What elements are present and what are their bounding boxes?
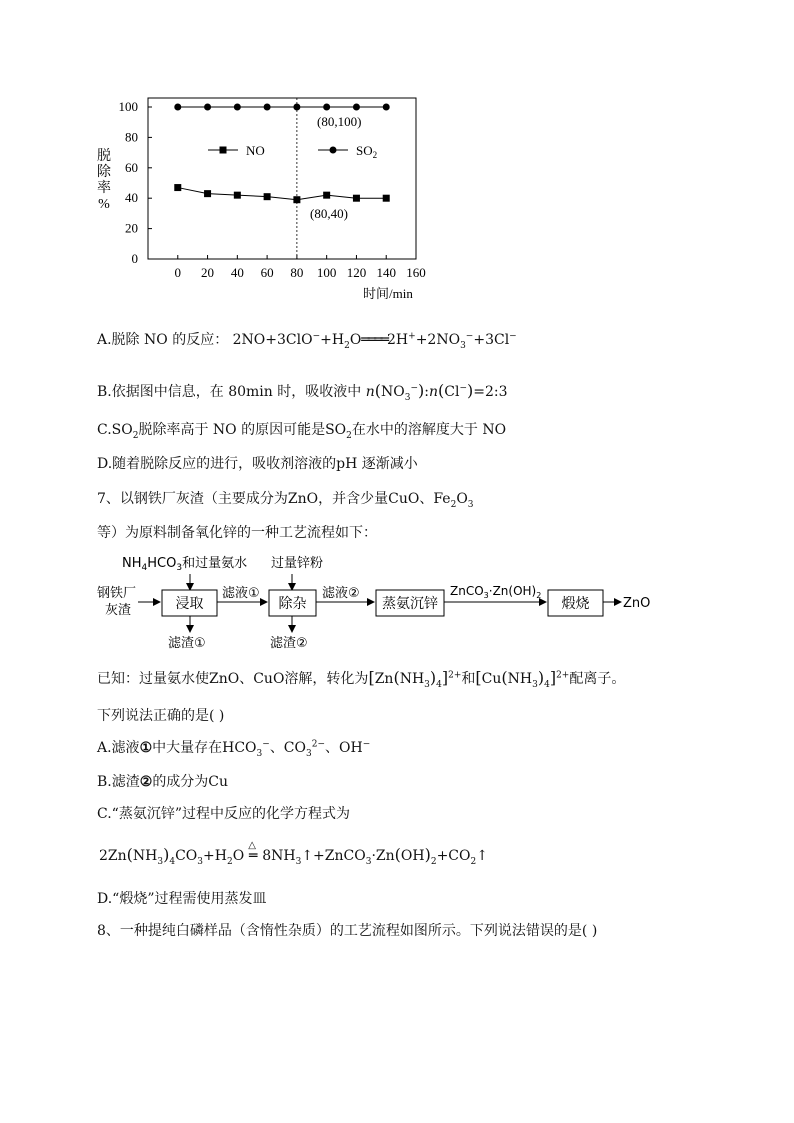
so2-point [353,104,360,111]
q7-option-b: B.滤渣②的成分为Cu [97,774,229,790]
q7-option-c: C.“蒸氨沉锌”过程中反应的化学方程式为 [97,806,350,822]
legend-no-marker [220,147,227,154]
x-tick-label: 40 [230,265,244,280]
no-point [293,196,300,203]
y-tick-label: 80 [125,129,138,145]
y-tick-label: 0 [131,251,138,266]
flow-intermediate: $ZnCO_3\cdot Zn(OH)_2$ [450,584,542,600]
no-point [353,195,360,202]
annotation-80-100: (80,100) [317,114,362,129]
so2-point [174,104,181,111]
x-tick-label: 100 [316,265,337,280]
annotation-80-40: (80,40) [310,206,348,221]
no-point [234,192,241,199]
flow-residue-2: 滤渣② [270,636,308,651]
no-point [204,190,211,197]
y-axis-label-1: 脱 [97,149,111,164]
flow-product: ZnO [623,596,651,611]
q7-option-c-equation: $2Zn(NH_3)_4CO_3+H_2O$ △ ═ $8NH_3↑+ZnCO_3\cdot Zn(OH)_2+CO_2↑$ [99,840,488,867]
y-tick-label: 40 [125,190,138,206]
no-point [264,193,271,200]
flow-raw-2: 灰渣 [105,603,132,618]
flow-residue-1: 滤渣① [168,636,206,651]
legend-no-label: NO [246,143,265,158]
process-flow-diagram [0,548,794,658]
y-axis-label-4: % [98,197,110,212]
q7-stem-1: 7、以钢铁厂灰渣（主要成分为ZnO，并含少量CuO、$Fe_2O_3$ [97,491,474,510]
no-point [174,184,181,191]
flow-input-reagents: $NH_4HCO_3$和过量氨水 [122,556,248,573]
q6-option-a: A.脱除 NO 的反应： $2NO+3ClO^-+H_2O════2H^++2NO_3^-+3Cl^-$ [97,331,517,351]
y-tick-label: 20 [125,220,138,236]
x-tick-label: 160 [406,265,426,280]
q7-ask: 下列说法正确的是( ) [97,708,225,724]
flow-box-precip-label: 蒸氨沉锌 [382,596,438,612]
so2-point [323,104,330,111]
flow-input-zinc: 过量锌粉 [271,556,324,571]
no-point [323,192,330,199]
flow-box-leach-label: 浸取 [175,596,204,612]
flow-raw-1: 钢铁厂 [97,586,137,601]
so2-point [204,104,211,111]
q6-option-b: B.依据图中信息，在 80min 时，吸收液中 $n(NO_3^-):n(Cl^-)=2:3$ [97,381,508,403]
so2-point [293,104,300,111]
q7-stem-2: 等）为原料制备氧化锌的一种工艺流程如下： [97,525,377,541]
removal-rate-chart [0,0,794,320]
so2-point [234,104,241,111]
q7-option-d: D.“煅烧”过程需使用蒸发皿 [97,891,267,907]
x-axis-label: 时间/min [363,286,413,301]
flow-box-calcine-label: 煅烧 [561,596,590,612]
x-tick-label: 80 [290,265,304,280]
q6-option-d: D.随着脱除反应的进行，吸收剂溶液的pH 逐渐减小 [97,456,418,472]
x-tick-label: 20 [201,265,215,280]
y-axis-label-2: 除 [97,165,111,180]
flow-filtrate-2: 滤液② [322,586,360,601]
legend-so2-label: $SO_2$ [356,143,378,160]
flow-box-purify-label: 除杂 [278,596,307,612]
so2-point [264,104,271,111]
y-tick-label: 100 [118,99,138,114]
x-tick-label: 0 [174,265,182,280]
flow-filtrate-1: 滤液① [222,586,260,601]
no-point [383,195,390,202]
x-tick-label: 120 [346,265,367,280]
q7-option-a: A.滤液①中大量存在$HCO_3^-$、$CO_3^{2-}$、OH− [97,739,371,759]
x-tick-label: 60 [260,265,274,280]
q6-option-c: $C.SO_2$脱除率高于 NO 的原因可能是$SO_2$在水中的溶解度大于 NO [97,422,507,441]
y-axis-label-3: 率 [97,181,111,196]
x-tick-label: 140 [376,265,396,280]
y-tick-label: 60 [125,159,138,175]
so2-point [383,104,390,111]
legend-so2-marker [330,147,337,154]
plot-frame [148,98,416,259]
q8-stem: 8、一种提纯白磷样品（含惰性杂质）的工艺流程如图所示。下列说法错误的是( ) [97,923,598,939]
q7-known: 已知：过量氨水使ZnO、CuO溶解，转化为$[Zn(NH_3)_4]^{2+}$和$[Cu(NH_3)_4]^{2+}$配离子。 [97,668,626,690]
